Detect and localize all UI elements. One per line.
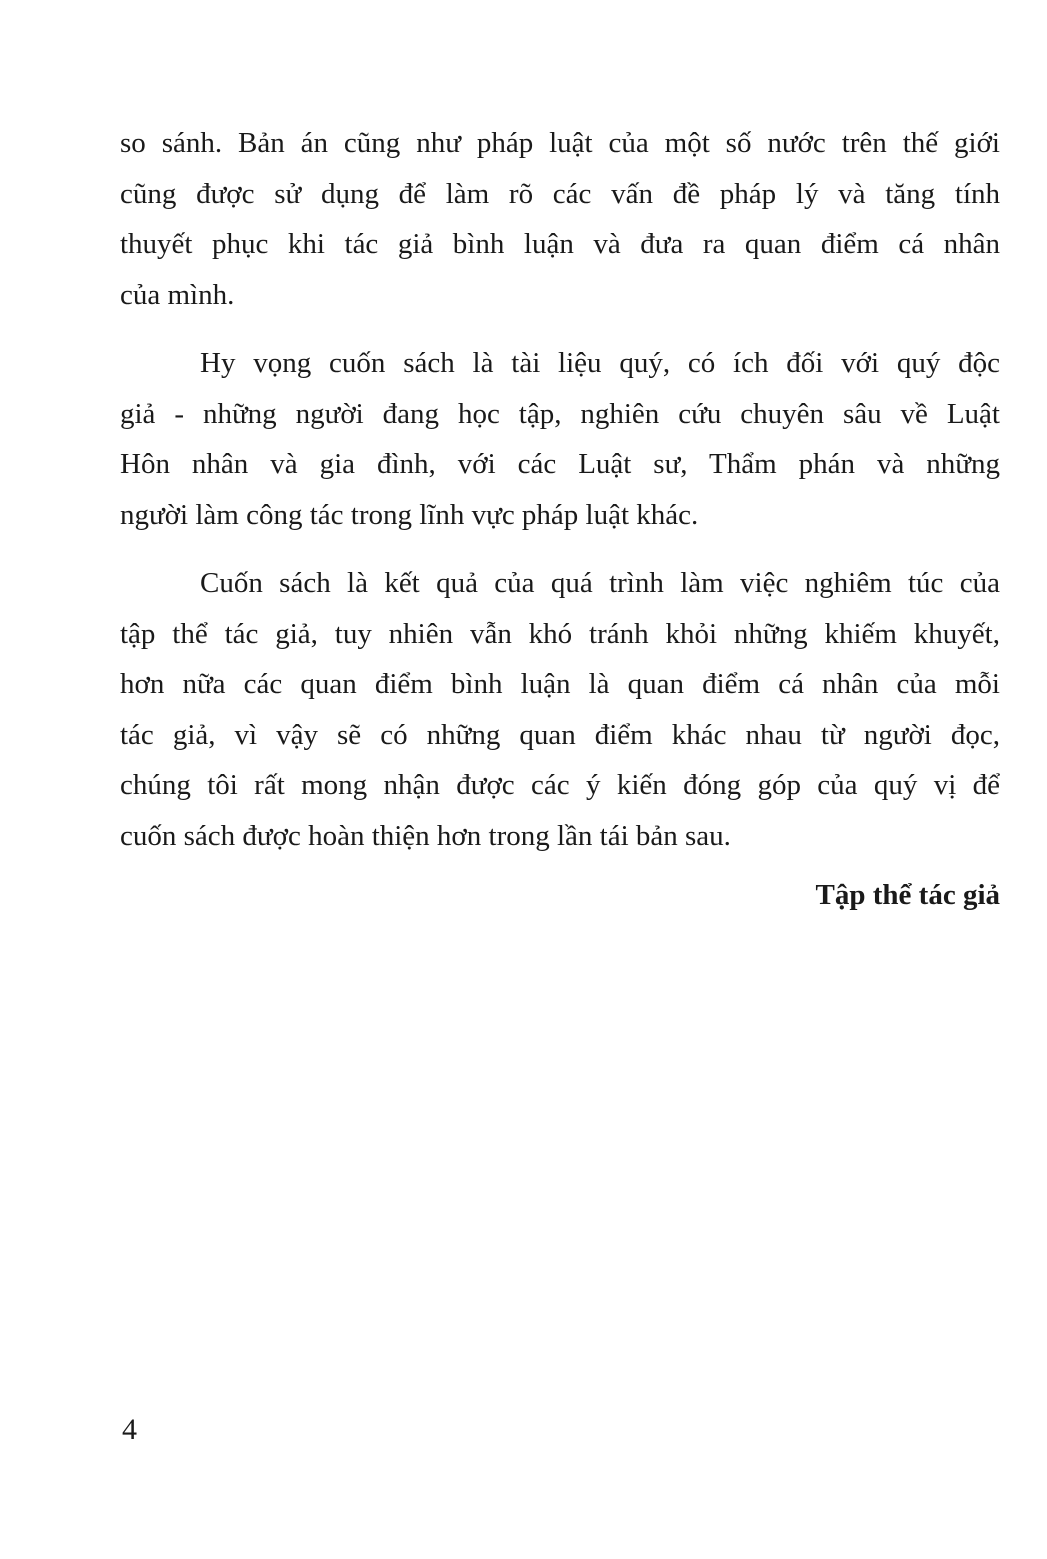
body-text xyxy=(120,118,1000,861)
text-line: cũng được sử dụng để làm rõ các vấn đề pháp lý và tăng tính xyxy=(120,177,1000,210)
author-signature: Tập thể tác giả xyxy=(815,879,1000,911)
text-line: của mình. xyxy=(120,278,235,311)
text-line: chúng tôi rất mong nhận được các ý kiến đóng góp của quý vị để xyxy=(120,769,1000,801)
paragraph-1 xyxy=(120,118,1000,320)
text-line: cuốn sách được hoàn thiện hơn trong lần tái bản sau. xyxy=(120,819,731,852)
text-line: thuyết phục khi tác giả bình luận và đưa ra quan điểm cá nhân xyxy=(120,228,1000,260)
paragraph-3 xyxy=(120,558,1000,861)
text-line: giả - những người đang học tập, nghiên cứu chuyên sâu về Luật xyxy=(120,397,1000,430)
text-line: người làm công tác trong lĩnh vực pháp luật khác. xyxy=(120,498,699,531)
text-line: Cuốn sách là kết quả của quá trình làm việc nghiêm túc của xyxy=(200,567,1000,599)
text-line: tập thể tác giả, tuy nhiên vẫn khó tránh khỏi những khiếm khuyết, xyxy=(120,617,1000,650)
page-number: 4 xyxy=(122,1413,137,1446)
text-line: so sánh. Bản án cũng như pháp luật của một số nước trên thế giới xyxy=(120,127,1000,159)
text-line: tác giả, vì vậy sẽ có những quan điểm khác nhau từ người đọc, xyxy=(120,718,1000,751)
text-line: Hy vọng cuốn sách là tài liệu quý, có ích đối với quý độc xyxy=(200,347,1000,379)
paragraph-2 xyxy=(120,338,1000,540)
text-line: Hôn nhân và gia đình, với các Luật sư, Thẩm phán và những xyxy=(120,448,1000,480)
text-line: hơn nữa các quan điểm bình luận là quan điểm cá nhân của mỗi xyxy=(120,668,1000,700)
